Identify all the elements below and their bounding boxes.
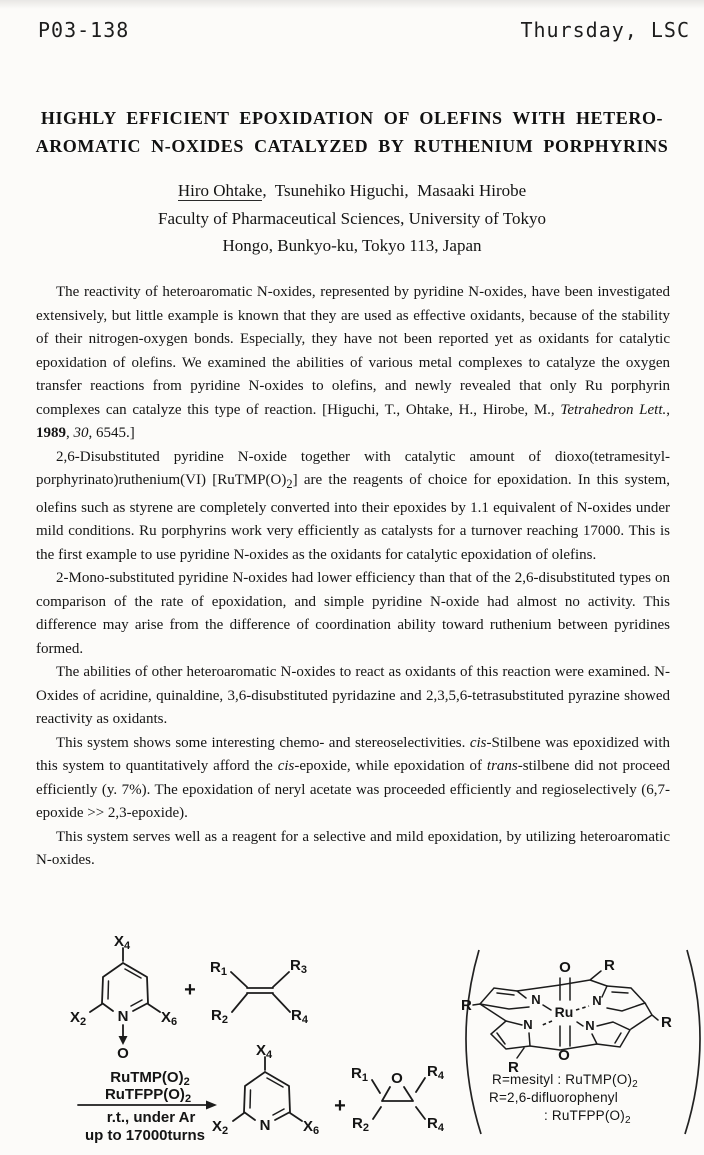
title-line-1: HIGHLY EFFICIENT EPOXIDATION OF OLEFINS WITH HETERO- [40,108,664,128]
porphyrin-n-sw-label: N [523,1017,533,1032]
abstract-paragraph: The abilities of other heteroaromatic N-oxides to react as oxidants of this reaction were examined. N-Oxides of acridine, quinaldine, 3,6-disubstituted pyridazine and 2,3,5,6-tetrasubstituted pyrazine showed reactivity as oxidants. [36,664,670,727]
parenthesis-right [685,950,700,1134]
paper-code: P03-138 [38,18,130,42]
reaction-scheme [0,920,704,1155]
epoxide-structure [351,1063,445,1134]
product-x2-label: $X_2$ [212,1118,229,1137]
porphyrin-n-ne-label: N [592,993,602,1008]
substituent-x6-label: $X_6$ [161,1009,178,1028]
reactant-pyridine-noxide-structure [70,933,177,1062]
epoxide-oxygen-label: O [391,1070,403,1087]
parenthesis-left [466,950,481,1134]
oxide-oxygen-label: O [117,1045,129,1062]
product-pyridine-structure [212,1042,319,1137]
scan-edge-artifact [0,0,704,9]
meso-r-right-label: R [661,1014,672,1031]
n-oxide-arrowhead [119,1036,128,1045]
author-block [20,177,684,260]
catalyst-2-label: $RuTFPP(O)_2$ [104,1086,192,1105]
product-x6-label: $X_6$ [303,1118,320,1137]
catalyst-1-label: $RuTMP(O)_2$ [110,1069,190,1088]
abstract-paragraph: This system shows some interesting chemo- and stereoselectivities. cis-Stilbene was epoxidized with this system to quantitatively afford the cis-epoxide, while epoxidation of trans-stilbene did not proceed efficiently (y. 7%). The epoxidation of neryl acetate was proceeded efficiently and regioselectively (6,7-epoxide >> 2,3-epoxide). [36,734,670,821]
legend-line-2: R=2,6-difluorophenyl [489,1090,618,1105]
coauthors: , Tsunehiko Higuchi, Masaaki Hirobe [262,181,527,200]
meso-r-left-label: R [461,997,472,1014]
olefin-r4-label: $R_4$ [291,1007,308,1026]
legend-line-1: R=mesityl : $RuTMP(O)_2$ [492,1072,638,1090]
olefin-r3-label: $R_3$ [290,957,307,976]
epoxide-r1-label: $R_1$ [351,1065,368,1084]
epoxide-r2-label: $R_2$ [352,1115,369,1134]
reaction-arrow [78,1069,217,1144]
ruthenium-label: Ru [554,1004,574,1020]
axial-oxygen-top-label: O [559,959,571,976]
affiliation: Faculty of Pharmaceutical Sciences, University of Tokyo [158,208,546,228]
abstract-paragraph: The reactivity of heteroaromatic N-oxides, represented by pyridine N-oxides, have been investigated extensively, but little example is known that they are used as effective oxidants, because of the stability of their nitrogen-oxygen bonds. Especially, they have not been reported yet as oxidants for catalytic epoxidation of olefins. We examined the abilities of various metal complexes to catalyze the oxygen transfer reactions from pyridine N-oxides to olefins, and newly revealed that only Ru porphyrin complexes can catalyze this type of reaction. [Higuchi, T., Ohtake, H., Hirobe, M., Tetrahedron Lett., 1989, 30, 6545.] [36,284,670,441]
abstract-paragraph: This system serves well as a reagent for a selective and mild epoxidation, by utilizing heteroaromatic N-oxides. [36,828,670,868]
olefin-r2-label: $R_2$ [211,1007,228,1026]
axial-oxygen-bottom-label: O [558,1047,570,1064]
epoxide-r4-label: $R_4$ [427,1115,444,1134]
legend-line-3: : $RuTFPP(O)_2$ [544,1108,631,1126]
abstract-paragraph: 2,6-Disubstituted pyridine N-oxide together with catalytic amount of dioxo(tetramesityl-porphyrinato)ruthenium(VI) $[RuTMP(O)_2]$ are the reagents of choice for epoxidation. In this system, olefins such as styrene are completely converted into their epoxides by 1.1 equivalent of N-oxides under mild conditions. Ru porphyrins work very efficiently as catalysts for a turnover reaching 17000. This is the first example to use pyridine N-oxides as the oxidants for catalytic epoxidation of olefins. [36,448,670,563]
title-line-2: AROMATIC N-OXIDES CATALYZED BY RUTHENIUM PORPHYRINS [35,136,669,156]
condition-1-label: r.t., under Ar [106,1109,196,1126]
substituent-x4-label: $X_4$ [114,933,131,952]
olefin-structure [210,957,309,1026]
ru-porphyrin-structure [461,950,700,1134]
plus-sign: + [334,1095,346,1117]
meso-r-top-label: R [604,957,615,974]
abstract-paragraph: 2-Mono-substituted pyridine N-oxides had lower efficiency than that of the 2,6-disubstituted types on comparison of the rate of epoxidation, and simple pyridine N-oxide had almost no activity. This difference may arise from the difference of coordination ability toward ruthenium between pyridines formed. [36,570,670,657]
substituent-x2-label: $X_2$ [70,1009,87,1028]
epoxide-r3-label: $R_4$ [427,1063,444,1082]
address: Hongo, Bunkyo-ku, Tokyo 113, Japan [222,236,482,255]
porphyrin-n-se-label: N [585,1018,595,1033]
product-nitrogen-label: N [259,1117,271,1134]
olefin-r1-label: $R_1$ [210,959,227,978]
nitrogen-label: N [117,1008,129,1025]
session-label: Thursday, LSC [520,18,690,42]
plus-sign: + [184,979,196,1001]
meso-r-bottom-label: R [508,1059,519,1076]
product-x4-label: $X_4$ [256,1042,273,1061]
presenting-author: Hiro Ohtake [177,181,263,200]
authors-line [20,177,684,205]
condition-2-label: up to 17000turns [84,1127,206,1144]
abstract-body [36,281,670,873]
porphyrin-n-nw-label: N [531,992,541,1007]
page-header [38,18,690,42]
reaction-arrowhead [206,1101,217,1110]
paper-title [20,104,684,160]
